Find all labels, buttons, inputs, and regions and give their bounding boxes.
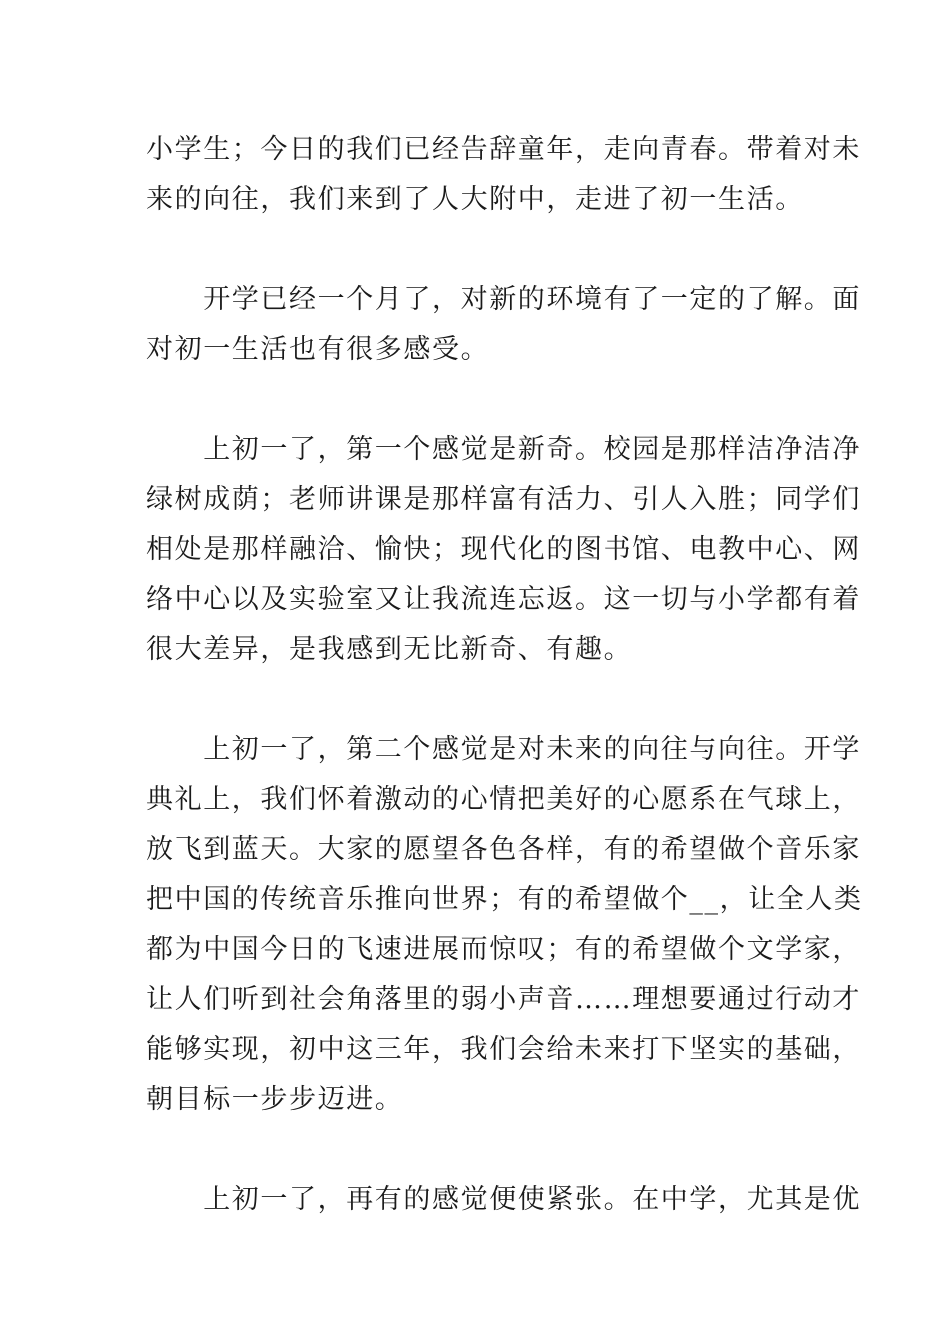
paragraph-line: 能够实现，初中这三年，我们会给未来打下坚实的基础， [146,1034,861,1065]
paragraph-line: 上初一了，再有的感觉便使紧张。在中学，尤其是优 [146,1184,861,1215]
paragraph-line: 相处是那样融洽、愉快；现代化的图书馆、电教中心、网 [146,534,861,565]
paragraph-line: 上初一了，第二个感觉是对未来的向往与向往。开学 [146,734,861,765]
paragraph-line: 来的向往，我们来到了人大附中，走进了初一生活。 [146,184,804,215]
paragraph-3 [146,425,861,675]
paragraph-line: 开学已经一个月了，对新的环境有了一定的了解。面 [146,284,861,315]
paragraph-line: 让人们听到社会角落里的弱小声音……理想要通过行动才 [146,984,861,1015]
paragraph-4 [146,725,863,1125]
paragraph-line: 绿树成荫；老师讲课是那样富有活力、引人入胜；同学们 [146,484,861,515]
paragraph-line: 小学生；今日的我们已经告辞童年，走向青春。带着对未 [146,134,861,165]
paragraph-line: 上初一了，第一个感觉是新奇。校园是那样洁净洁净 [146,434,861,465]
paragraph-1 [146,125,861,225]
paragraph-line: 典礼上，我们怀着激动的心情把美好的心愿系在气球上， [146,784,861,815]
paragraph-line: 朝目标一步步迈进。 [146,1084,404,1115]
paragraph-line: 放飞到蓝天。大家的愿望各色各样，有的希望做个音乐家 [146,834,861,865]
paragraph-line: 络中心以及实验室又让我流连忘返。这一切与小学都有着 [146,584,861,615]
paragraph-2 [146,275,861,375]
paragraph-line: 都为中国今日的飞速进展而惊叹；有的希望做个文学家， [146,934,861,965]
paragraph-5 [146,1175,861,1225]
paragraph-line: 对初一生活也有很多感受。 [146,334,490,365]
paragraph-line: 很大差异，是我感到无比新奇、有趣。 [146,634,633,665]
paragraph-line: 把中国的传统音乐推向世界；有的希望做个__，让全人类 [146,884,863,915]
